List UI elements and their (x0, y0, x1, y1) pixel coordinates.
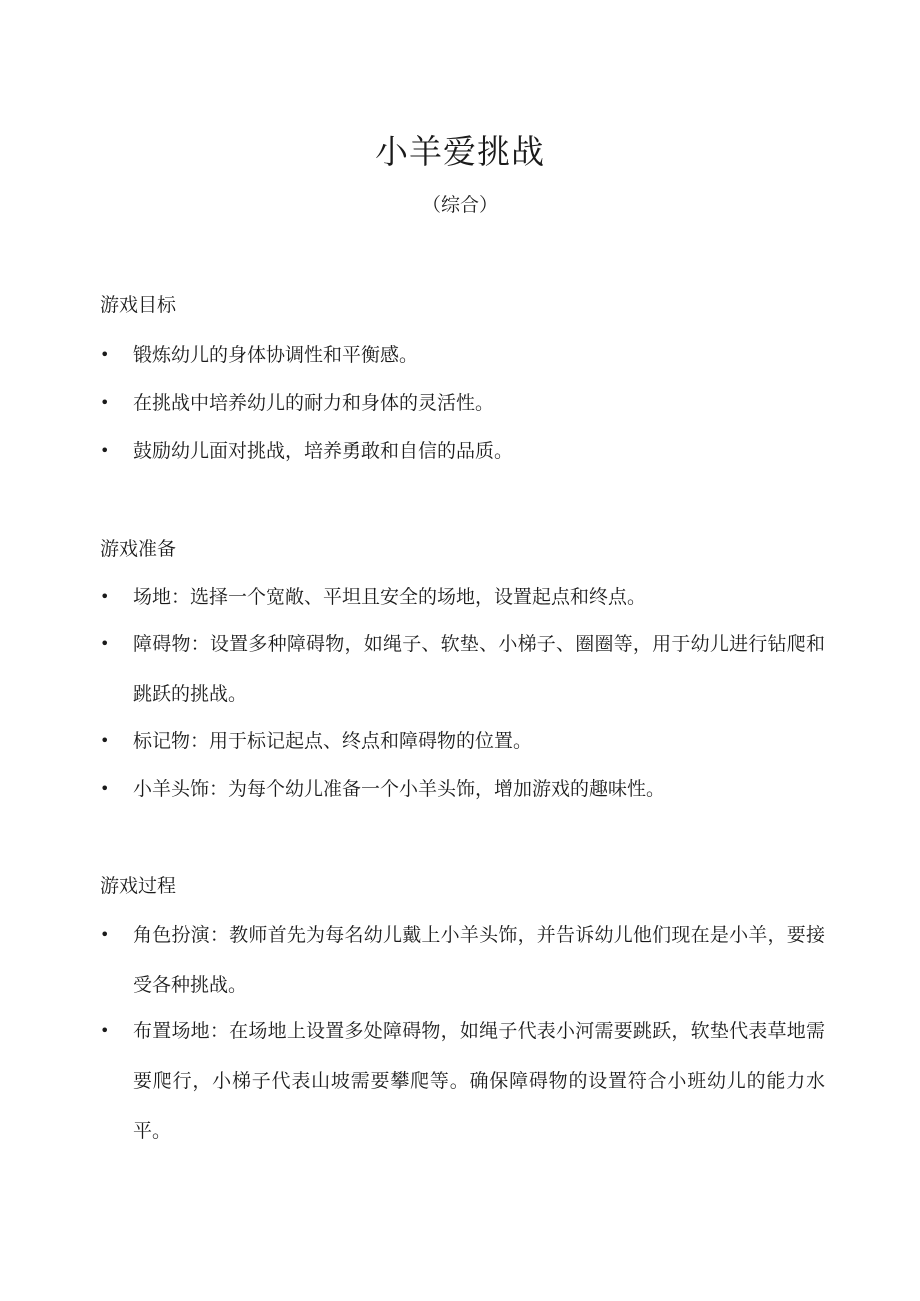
bullet-icon: • (100, 441, 110, 460)
bullet-icon: • (100, 393, 110, 412)
list-item (100, 910, 825, 1010)
list-item-text: 标记物：用于标记起点、终点和障碍物的位置。 (133, 730, 533, 752)
bullet-icon: • (100, 345, 110, 364)
list-item-text: 锻炼幼儿的身体协调性和平衡感。 (133, 344, 419, 366)
bullet-icon: • (100, 1021, 110, 1040)
list-item-text: 小羊头饰：为每个幼儿准备一个小羊头饰，增加游戏的趣味性。 (133, 778, 666, 800)
bullet-icon: • (100, 925, 110, 944)
list-item (100, 330, 825, 380)
list-item (100, 764, 825, 814)
list-item (100, 1006, 825, 1156)
document-subtitle: （综合） (421, 194, 498, 216)
bullet-icon: • (100, 779, 110, 798)
section-heading-goals: 游戏目标 (100, 294, 177, 316)
list-item-text: 障碍物：设置多种障碍物，如绳子、软垫、小梯子、圈圈等，用于幼儿进行钻爬和跳跃的挑战。 (133, 633, 825, 705)
list-item-text: 场地：选择一个宽敞、平坦且安全的场地，设置起点和终点。 (133, 586, 647, 608)
bullet-icon: • (100, 731, 110, 750)
list-item (100, 619, 825, 719)
list-item (100, 572, 825, 622)
list-item-text: 鼓励幼儿面对挑战，培养勇敢和自信的品质。 (133, 440, 514, 462)
bullet-icon: • (100, 587, 110, 606)
list-item-text: 布置场地：在场地上设置多处障碍物，如绳子代表小河需要跳跃，软垫代表草地需要爬行，小梯子代表山坡需要攀爬等。确保障碍物的设置符合小班幼儿的能力水平。 (133, 1020, 825, 1142)
section-heading-preparation: 游戏准备 (100, 538, 177, 560)
section-heading-process: 游戏过程 (100, 875, 177, 897)
list-item (100, 426, 825, 476)
list-item (100, 378, 825, 428)
list-item-text: 在挑战中培养幼儿的耐力和身体的灵活性。 (133, 392, 495, 414)
document-title: 小羊爱挑战 (375, 132, 545, 171)
bullet-icon: • (100, 634, 110, 653)
list-item (100, 716, 825, 766)
list-item-text: 角色扮演：教师首先为每名幼儿戴上小羊头饰，并告诉幼儿他们现在是小羊，要接受各种挑战。 (133, 924, 825, 996)
